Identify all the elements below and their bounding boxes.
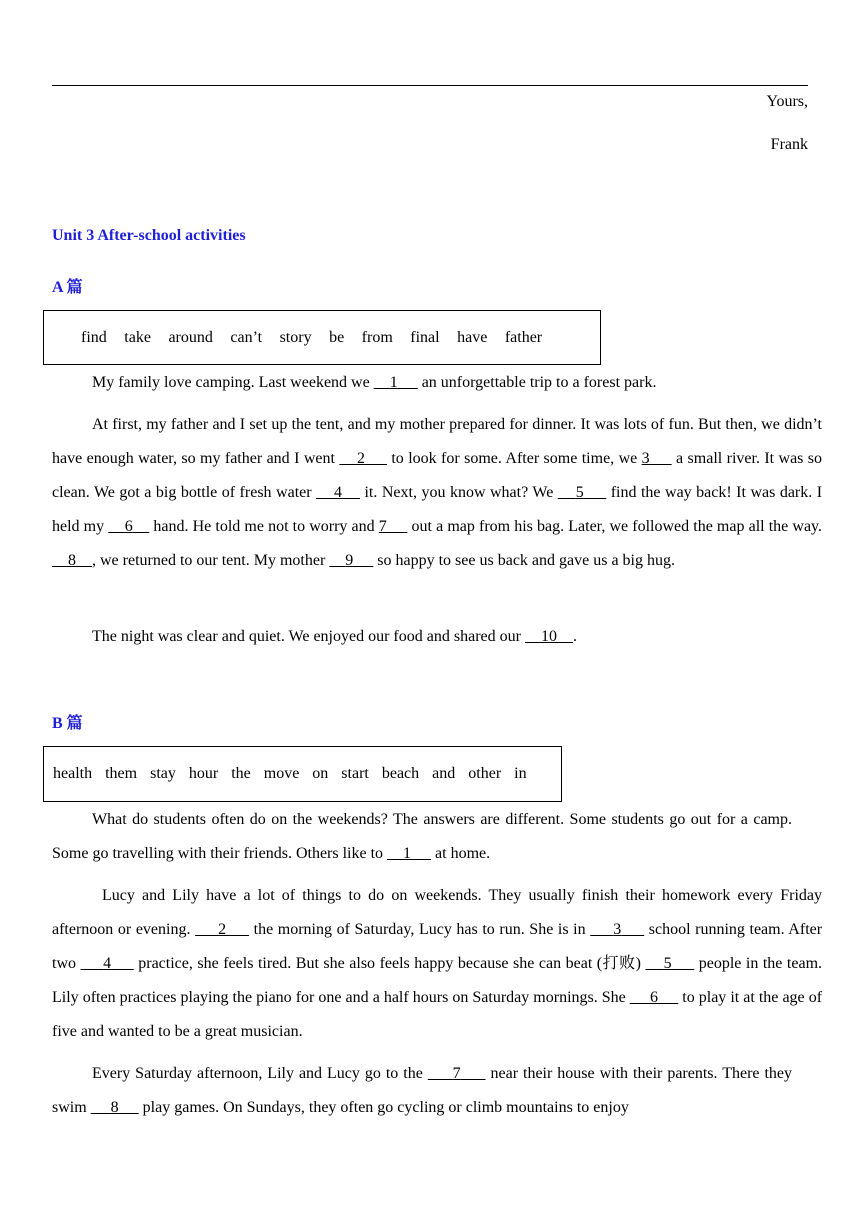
header-rule (52, 85, 808, 86)
blank-number: 1 (403, 845, 412, 862)
word-bank-item: story (279, 328, 312, 346)
word-bank-item: and (432, 765, 456, 782)
word-bank-item: have (457, 328, 488, 346)
word-bank-item: around (168, 328, 213, 346)
blank-number: 6 (124, 518, 133, 535)
word-bank-item: can’t (230, 328, 263, 346)
blank[interactable] (195, 921, 249, 938)
word-bank-a (43, 310, 601, 365)
blank-number: 10 (540, 628, 557, 645)
word-bank-item: be (329, 328, 345, 346)
passage-text: My family love camping. Last weekend we (92, 374, 374, 391)
blank-number: 4 (334, 484, 343, 501)
blank[interactable] (558, 484, 606, 501)
word-bank-item: stay (150, 765, 176, 782)
passage-text: at home. (431, 845, 491, 862)
blank-number: 7 (378, 518, 387, 535)
passage-text: At first, my father and I set up the tent, and my mother prepared for dinner. It was lots of fun. But then, we didn’t have enough water, so my father and I went (52, 416, 822, 467)
passage-a-paragraph-3 (52, 620, 822, 654)
blank-number: 2 (218, 921, 227, 938)
word-bank-b (43, 746, 562, 802)
passage-text: an unforgettable trip to a forest park. (417, 374, 657, 391)
blank[interactable] (108, 518, 149, 535)
word-bank-item: hour (188, 765, 219, 782)
passage-text: the morning of Saturday, Lucy has to run. She is in (249, 921, 591, 938)
word-bank-item: beach (381, 765, 420, 782)
word-bank-item: find (81, 328, 107, 346)
blank-number: 5 (575, 484, 584, 501)
blank-number: 5 (663, 955, 672, 972)
passage-text: people in the team. Lily often practices playing the piano for one and a half hours on Saturday mornings. She (52, 955, 823, 1006)
blank[interactable] (379, 518, 408, 535)
passage-text: . (572, 628, 577, 645)
blank-number: 6 (650, 989, 659, 1006)
blank[interactable] (329, 552, 373, 569)
blank[interactable] (91, 1099, 139, 1116)
word-bank-item: final (410, 328, 440, 346)
passage-a-paragraph-2 (52, 408, 822, 578)
section-b-title: B 篇 (52, 715, 83, 732)
passage-text: practice, she feels tired. But she also feels happy because she can beat (打败) (133, 955, 646, 972)
passage-text: hand. He told me not to worry and (149, 518, 379, 535)
blank-number: 7 (452, 1065, 461, 1082)
blank[interactable] (339, 450, 387, 467)
blank-number: 8 (68, 552, 76, 569)
blank[interactable] (387, 845, 431, 862)
passage-text: The night was clear and quiet. We enjoyed our food and shared our (92, 628, 525, 645)
word-bank-item: start (341, 765, 369, 782)
passage-text: near their house with their parents. There they swim (52, 1065, 793, 1116)
blank[interactable] (630, 989, 678, 1006)
blank[interactable] (81, 955, 134, 972)
section-a-title: A 篇 (52, 279, 83, 296)
blank-number: 3 (613, 921, 622, 938)
passage-b-paragraph-3 (52, 1057, 792, 1125)
blank-number: 1 (389, 374, 398, 391)
blank[interactable] (590, 921, 644, 938)
word-bank-item: them (105, 765, 138, 782)
passage-text: What do students often do on the weekends? The answers are different. Some students go out for a camp. Some go travelling with their friends. Others like to (52, 811, 792, 862)
blank[interactable] (52, 552, 92, 569)
passage-b-paragraph-2 (52, 879, 822, 1049)
word-bank-item: father (504, 328, 543, 346)
blank-number: 8 (110, 1099, 119, 1116)
word-bank-item: health (53, 765, 93, 782)
passage-text: Lucy and Lily have a lot of things to do on weekends. They usually finish their homework every Friday afternoon or evening. (52, 887, 822, 938)
word-bank-item: move (263, 765, 300, 782)
passage-text: out a map from his bag. Later, we followed the map all the way. (407, 518, 823, 535)
blank-number: 2 (356, 450, 365, 467)
word-bank-item: from (361, 328, 393, 346)
blank[interactable] (646, 955, 695, 972)
passage-a-paragraph-1 (52, 366, 822, 400)
word-bank-item: on (312, 765, 329, 782)
passage-text: so happy to see us back and gave us a big hug. (373, 552, 675, 569)
passage-text: to look for some. After some time, we (386, 450, 642, 467)
blank[interactable] (428, 1065, 486, 1082)
blank-number: 4 (103, 955, 112, 972)
blank-number: 9 (345, 552, 354, 569)
blank[interactable] (316, 484, 360, 501)
blank-number: 3 (641, 450, 650, 467)
word-bank-item: in (514, 765, 527, 782)
passage-text: school running team. After two (52, 921, 823, 972)
word-bank-item: take (124, 328, 151, 346)
passage-text: it. Next, you know what? We (360, 484, 558, 501)
letter-signature: Frank (770, 136, 808, 153)
passage-text: a small river. It was so clean. We got a big bottle of fresh water (52, 450, 823, 501)
word-bank-item: other (468, 765, 502, 782)
passage-b-paragraph-1 (52, 803, 792, 871)
unit-title: Unit 3 After-school activities (52, 227, 246, 244)
letter-closing: Yours, (766, 93, 808, 110)
passage-text: Every Saturday afternoon, Lily and Lucy go to the (92, 1065, 428, 1082)
passage-text: play games. On Sundays, they often go cycling or climb mountains to enjoy (138, 1099, 629, 1116)
passage-text: find the way back! It was dark. I held my (52, 484, 823, 535)
passage-text: to play it at the age of five and wanted to be a great musician. (52, 989, 823, 1040)
word-bank-item: the (231, 765, 251, 782)
passage-text: , we returned to our tent. My mother (92, 552, 330, 569)
blank[interactable] (374, 374, 418, 391)
blank[interactable] (642, 450, 672, 467)
blank[interactable] (525, 628, 573, 645)
